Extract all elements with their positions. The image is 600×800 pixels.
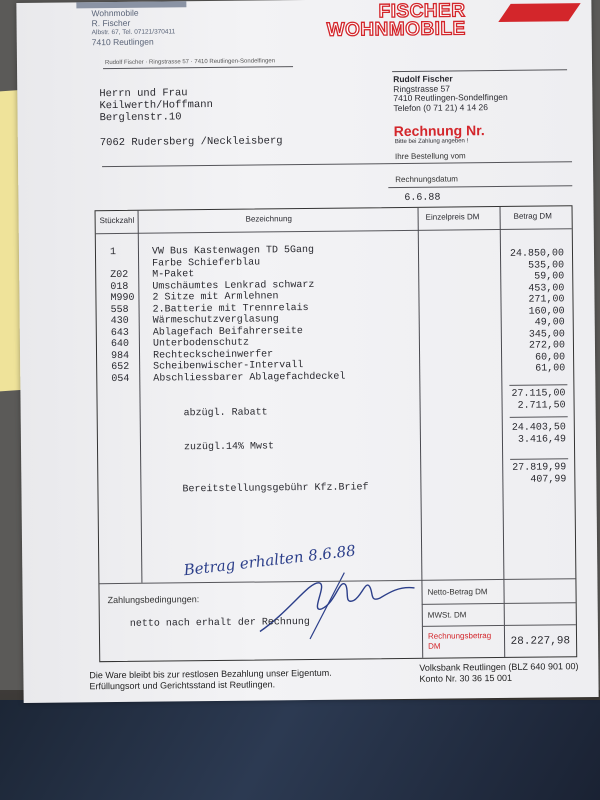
sender-block [91, 8, 175, 47]
bank-details [419, 661, 578, 685]
row-amount: 535,00 [528, 259, 565, 272]
row-desc: M-Paket [152, 269, 195, 281]
handwritten-received-note: Betrag erhalten 8.6.88 [182, 541, 357, 580]
tax-label: zuzügl.14% Mwst [183, 441, 275, 454]
invoice-table [95, 205, 578, 662]
row-desc: Scheibenwischer-Intervall [153, 360, 304, 373]
row-amount: 272,00 [528, 340, 566, 352]
row-amount: 60,00 [535, 351, 566, 364]
row-desc: Ablagefach Beifahrerseite [152, 325, 303, 339]
row-qty: 652 [111, 361, 130, 374]
payment-terms-label: Zahlungsbedingungen: [107, 594, 200, 606]
footer-terms-line1: Die Ware bleibt bis zur restlosen Bezahlung unser Eigentum. [89, 667, 332, 681]
row-qty: Z02 [110, 269, 129, 282]
date-rule [388, 185, 572, 188]
amount-column [504, 248, 565, 375]
discount-amount: 2.711,50 [517, 400, 566, 412]
sender-line1: Wohnmobile [91, 7, 139, 19]
row-desc: Unterbodenschutz [152, 337, 249, 350]
row-amount: 453,00 [528, 282, 565, 295]
issuer-block [393, 74, 508, 113]
row-amount: 61,00 [535, 363, 566, 375]
issuer-top-rule [392, 69, 567, 72]
company-logo [326, 2, 465, 39]
bank-line2: Konto Nr. 30 36 15 001 [419, 672, 513, 684]
desc-column [152, 245, 345, 385]
header-amount: Betrag DM [513, 211, 552, 221]
invoice-amount-label: Rechnungsbetrag DM [427, 631, 492, 651]
return-address-line: Rudolf Fischer · Ringstrasse 57 · 7410 Reutlingen-Sondelfingen [104, 58, 276, 67]
row-desc: VW Bus Kastenwagen TD 5Gang [151, 244, 315, 258]
subtotal-rule [509, 384, 567, 386]
logo-red-stripe [498, 3, 580, 22]
footer-terms-line2: Erfüllungsort und Gerichtsstand ist Reutlingen. [89, 679, 276, 692]
sender-line4: 7410 Reutlingen [91, 36, 154, 47]
col-divider-2 [418, 208, 423, 580]
row-qty: 558 [110, 304, 129, 316]
recipient-line1: Herrn und Frau [99, 87, 188, 101]
logo-line1: FISCHER [378, 0, 466, 23]
qty-column [110, 247, 141, 385]
issuer-city: 7410 Reutlingen-Sondelfingen [393, 91, 508, 104]
order-label: Ihre Bestellung vom [394, 151, 466, 162]
discount-label: abzügl. Rabatt [183, 407, 268, 420]
header-desc: Bezeichnung [245, 214, 292, 224]
vat-rule [422, 624, 576, 627]
payment-terms: netto nach erhalt der Rechnung [129, 616, 310, 630]
sender-line2: R. Fischer [91, 17, 131, 28]
recipient-line2: Keilwerth/Hoffmann [99, 98, 213, 113]
net-after-discount: 24.403,50 [511, 422, 566, 434]
handwritten-signature [249, 560, 450, 642]
row-desc: 2.Batterie mit Trennrelais [152, 302, 309, 316]
row-amount: 345,00 [528, 328, 565, 341]
recipient-line4: 7062 Rudersberg /Neckleisberg [99, 135, 283, 150]
issuer-street: Ringstrasse 57 [393, 82, 451, 94]
invoice-total: 28.227,98 [510, 635, 571, 648]
row-amount: 59,00 [534, 271, 565, 283]
row-qty: 643 [110, 327, 129, 339]
invoice-sheet [16, 0, 598, 703]
header-unit: Einzelpreis DM [425, 212, 480, 222]
net-rule [422, 602, 576, 605]
discount-rule [510, 416, 568, 418]
subtotal-amount: 27.115,00 [511, 388, 566, 400]
row-qty: 984 [110, 350, 130, 362]
invoice-title: Rechnung Nr. [393, 122, 485, 140]
fee-amount: 407,99 [530, 474, 567, 486]
row-qty: 430 [110, 315, 129, 328]
total-rule [510, 458, 568, 460]
row-amount: 160,00 [528, 305, 565, 318]
bank-line1: Volksbank Reutlingen (BLZ 640 901 00) [419, 661, 579, 673]
logo-line2: WOHNMOBILE [326, 18, 466, 41]
row-desc: 2 Sitze mit Armlehnen [152, 291, 279, 304]
tax-amount: 3.416,49 [517, 434, 567, 446]
net-amount-label: Netto-Betrag DM [427, 587, 488, 597]
issuer-phone: Telefon (0 71 21) 4 14 26 [393, 101, 489, 113]
row-amount: 24.850,00 [509, 248, 565, 260]
issuer-name: Rudolf Fischer [393, 73, 453, 85]
vat-label: MWSt. DM [427, 610, 467, 620]
order-rule [102, 161, 572, 167]
row-desc: Umschäumtes Lenkrad schwarz [152, 279, 315, 293]
recipient-address [99, 86, 282, 149]
footer-terms [89, 668, 332, 693]
row-desc: Wärmeschutzverglasung [152, 314, 279, 327]
invoice-date: 6.6.88 [404, 192, 441, 204]
invoice-note: Bitte bei Zahlung angeben ! [394, 138, 469, 146]
jeans-background [0, 700, 600, 800]
return-address-rule [103, 66, 293, 69]
gross-total: 27.819,99 [512, 462, 567, 474]
row-qty: 640 [110, 338, 130, 351]
row-qty [110, 258, 140, 270]
row-qty: 054 [111, 373, 130, 385]
row-qty: M990 [110, 292, 135, 305]
row-amount: 49,00 [534, 317, 565, 329]
date-label: Rechnungsdatum [395, 174, 458, 185]
row-qty: 018 [110, 281, 129, 293]
recipient-line3: Berglenstr.10 [99, 111, 182, 125]
row-qty: 1 [109, 247, 117, 259]
fee-label: Bereitstellungsgebühr Kfz.Brief [182, 482, 369, 496]
row-desc: Farbe Schieferblau [152, 256, 261, 270]
sender-line3: Albstr. 67, Tel. 07121/370411 [91, 28, 176, 37]
header-qty: Stückzahl [99, 215, 135, 226]
row-desc: Abschliessbarer Ablagefachdeckel [153, 371, 346, 385]
row-desc: Rechteckscheinwerfer [152, 348, 274, 362]
row-amount: 271,00 [528, 294, 565, 306]
